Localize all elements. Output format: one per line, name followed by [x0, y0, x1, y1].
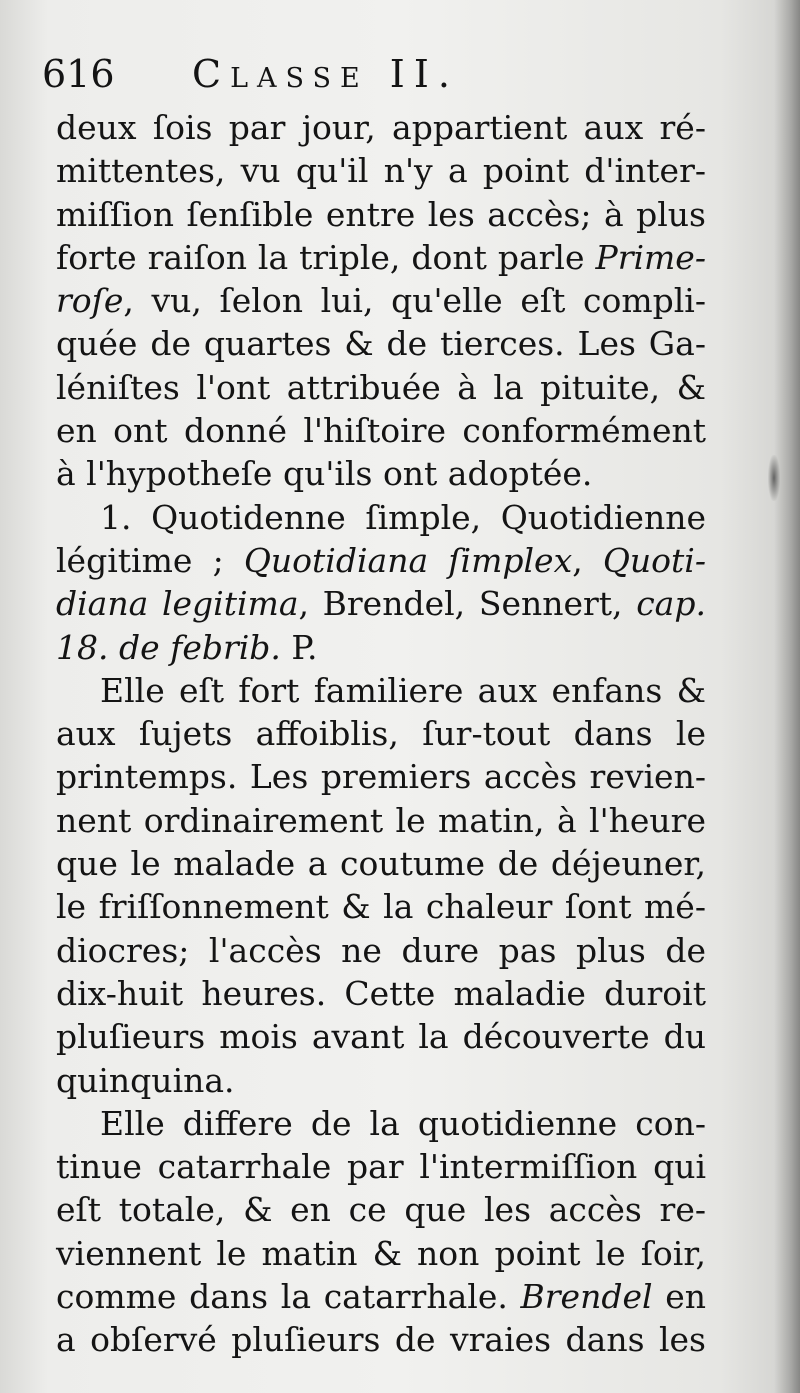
text-line: quinquina. [56, 1060, 235, 1100]
text-line: miſſion ſenſible entre les accès; à plus [56, 194, 706, 234]
text-line: léniſtes l'ont attribuée à la pituite, & [56, 367, 706, 407]
text-line: mittentes, vu qu'il n'y a point d'inter- [56, 151, 706, 191]
text-line: Elle eſt fort familiere aux enfans & [100, 670, 706, 710]
text-line: aux ſujets affoiblis, ſur-tout dans le [56, 714, 706, 754]
text-line: 1. Quotidenne ſimple, Quotidienne [100, 497, 706, 537]
text-line: quée de quartes & de tierces. Les Ga- [56, 324, 706, 364]
page-edge-mark [768, 455, 780, 501]
text-line: comme dans la catarrhale. Brendel en [56, 1277, 707, 1317]
page-number: 616 [42, 52, 115, 96]
text-line: le friſſonnement & la chaleur ſont mé- [56, 887, 706, 927]
text-line: a obſervé pluſieurs de vraies dans les [56, 1320, 706, 1360]
text-line: deux ſois par jour, appartient aux ré- [56, 108, 706, 147]
body-text [56, 106, 706, 1362]
chapter-title: Classe II. [192, 52, 459, 96]
text-line: forte raiſon la triple, dont parle Prime- [56, 237, 706, 277]
text-line: diocres; l'accès ne dure pas plus de [56, 930, 706, 970]
text-line: 18. de febrib. P. [56, 627, 318, 667]
text-line: dix-huit heures. Cette maladie duroit [56, 973, 706, 1013]
text-line: roſe, vu, ſelon lui, qu'elle eſt compli- [56, 281, 706, 321]
text-line: pluſieurs mois avant la découverte du [56, 1017, 706, 1057]
text-line: tinue catarrhale par l'intermiſſion qui [56, 1147, 706, 1187]
text-line: eſt totale, & en ce que les accès re- [56, 1190, 706, 1230]
text-line: diana legitima, Brendel, Sennert, cap. [56, 584, 706, 624]
spine-shadow [774, 0, 800, 1393]
text-line: que le malade a coutume de déjeuner, [56, 844, 706, 884]
text-line: à l'hypotheſe qu'ils ont adoptée. [56, 454, 593, 494]
text-line: légitime ; Quotidiana ſimplex, Quoti- [56, 540, 707, 580]
text-line: en ont donné l'hiſtoire conformément [56, 411, 706, 451]
text-line: printemps. Les premiers accès revien- [56, 757, 706, 797]
text-line: Elle differe de la quotidienne con- [100, 1103, 706, 1143]
text-line: viennent le matin & non point le ſoir, [56, 1233, 706, 1273]
text-line: nent ordinairement le matin, à l'heure [56, 800, 706, 840]
running-head [42, 48, 702, 100]
